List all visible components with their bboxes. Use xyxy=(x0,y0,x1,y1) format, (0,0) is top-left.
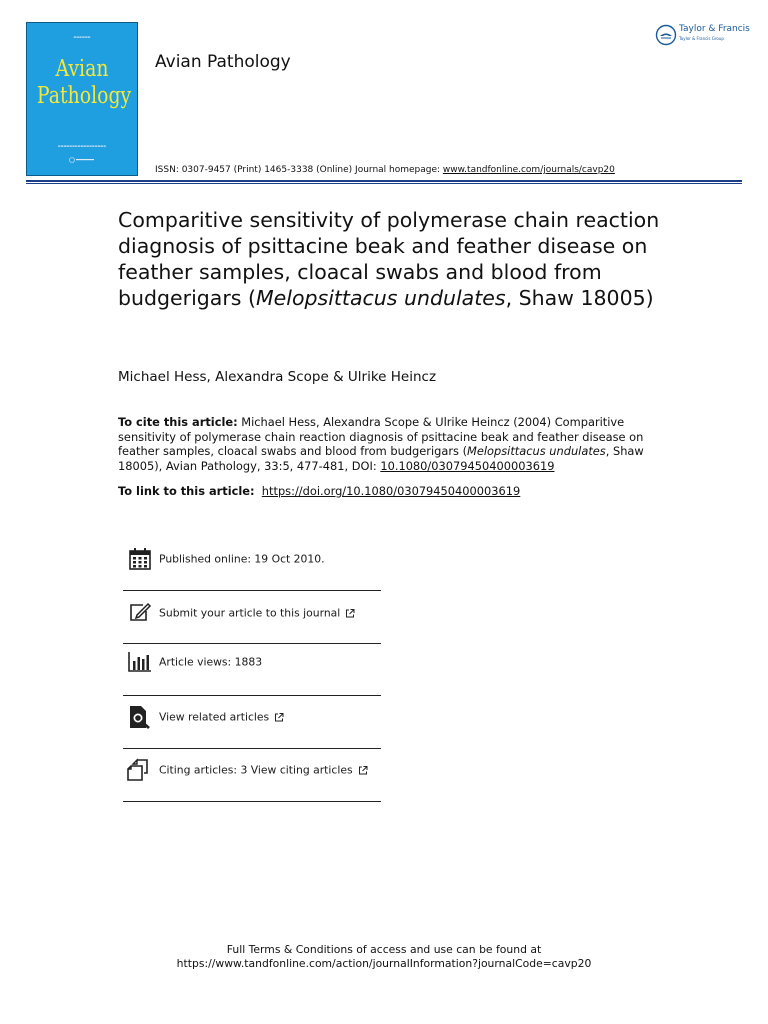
publisher-logo xyxy=(655,22,750,48)
related-articles-link[interactable] xyxy=(159,711,284,724)
citation-text-end: , Shaw 18005), Avian Pathology, 33:5, 477-481, DOI: xyxy=(118,444,644,473)
citing-articles-icon xyxy=(127,757,153,783)
citing-articles-row[interactable] xyxy=(123,744,381,796)
header-rule xyxy=(26,180,742,182)
cover-title-line2: Pathology xyxy=(36,83,132,109)
issn-text: ISSN: 0307-9457 (Print) 1465-3338 (Online) Journal homepage: xyxy=(155,165,443,175)
cover-publisher-logo xyxy=(69,157,97,163)
related-articles-row[interactable] xyxy=(123,691,381,743)
citing-articles-label: Citing articles: 3 View citing articles xyxy=(159,763,353,777)
article-views-row xyxy=(123,636,381,688)
article-views-label: Article views: 1883 xyxy=(159,655,263,669)
article-link-label: To link to this article: xyxy=(118,484,255,498)
citation-species: Melopsittacus undulates xyxy=(467,444,606,459)
calendar-icon xyxy=(127,546,153,572)
article-link-line xyxy=(118,484,520,498)
journal-homepage-link[interactable]: www.tandfonline.com/journals/cavp20 xyxy=(442,165,615,175)
publisher-logo-icon xyxy=(655,24,677,46)
journal-cover xyxy=(26,22,138,176)
submit-article-link[interactable] xyxy=(159,607,355,620)
publisher-name: Taylor & Francis xyxy=(679,24,750,34)
external-link-icon xyxy=(274,713,284,723)
edit-icon xyxy=(127,600,153,626)
citation-text: Michael Hess, Alexandra Scope & Ulrike Heincz (2004) Comparitive sensitivity of polymerase chain reaction diagnosis of psittacine beak and feather disease on feather samples, cloacal swabs and blood from budgerigars ( xyxy=(118,415,644,459)
article-title-species: Melopsittacus undulates xyxy=(255,286,506,310)
divider xyxy=(123,801,381,802)
publisher-subname: Taylor & Francis Group xyxy=(679,36,724,41)
submit-article-row[interactable] xyxy=(123,587,381,639)
cover-bottom-text: ▬▬▬▬▬▬▬▬▬▬▬▬▬▬▬▬▬ xyxy=(57,144,107,148)
published-online-label: Published online: 19 Oct 2010. xyxy=(159,552,325,566)
search-document-icon xyxy=(127,704,153,730)
issn-line xyxy=(155,165,615,175)
header-rule-thin xyxy=(26,183,742,184)
cover-title xyxy=(36,56,132,110)
article-title-end: , Shaw 18005) xyxy=(505,286,654,310)
terms-text: Full Terms & Conditions of access and use can be found at xyxy=(226,943,542,956)
external-link-icon xyxy=(358,766,368,776)
citation-block xyxy=(118,415,648,473)
article-title xyxy=(118,207,678,311)
related-articles-label: View related articles xyxy=(159,710,270,724)
cover-title-line1: Avian xyxy=(55,56,109,82)
published-online-row xyxy=(123,533,381,585)
article-authors: Michael Hess, Alexandra Scope & Ulrike Heincz xyxy=(118,369,437,385)
article-title-text: Comparitive sensitivity of polymerase chain reaction diagnosis of psittacine beak and feather disease on feather samples, cloacal swabs and blood from budgerigars ( xyxy=(118,208,660,310)
submit-article-label: Submit your article to this journal xyxy=(159,606,341,620)
cover-top-text: ▬▬▬▬▬▬ xyxy=(73,35,91,39)
bar-chart-icon xyxy=(127,649,153,675)
article-doi-url[interactable]: https://doi.org/10.1080/03079450400003619 xyxy=(261,484,521,498)
external-link-icon xyxy=(345,609,355,619)
citation-doi-link[interactable]: 10.1080/03079450400003619 xyxy=(380,458,555,473)
journal-name: Avian Pathology xyxy=(155,52,291,72)
citation-label: To cite this article: xyxy=(118,415,238,429)
citing-articles-link[interactable] xyxy=(159,764,368,777)
terms-url[interactable]: https://www.tandfonline.com/action/journalInformation?journalCode=cavp20 xyxy=(176,957,592,970)
